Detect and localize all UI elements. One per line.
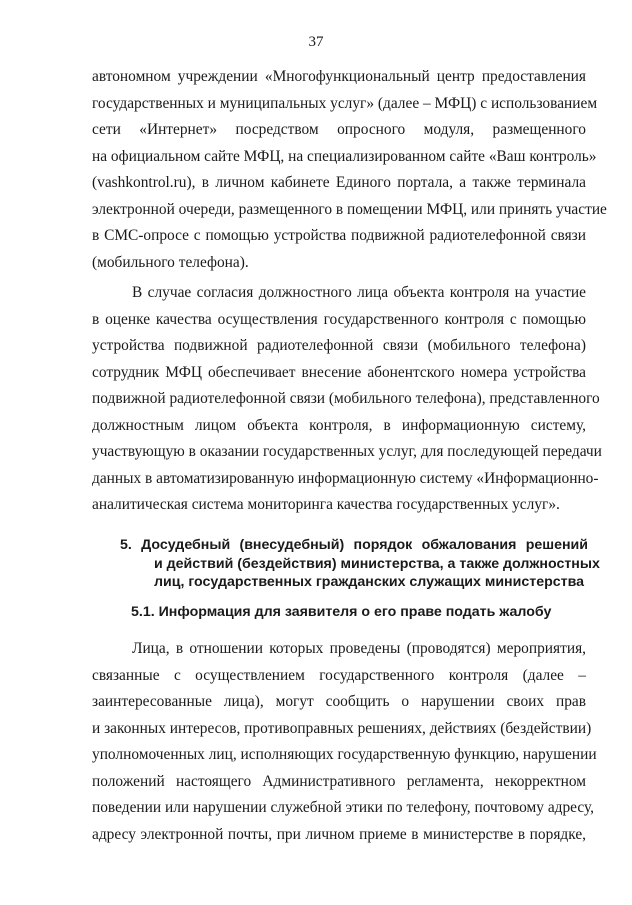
text-line: положений настоящего Административного регламента, некорректном	[92, 772, 586, 790]
text-line: в оценке качества осуществления государственного контроля с помощью	[92, 310, 586, 328]
text-line: связанные с осуществлением государственного контроля (далее –	[92, 666, 586, 684]
text-line: (vashkontrol.ru), в личном кабинете Единого портала, а также терминала	[92, 174, 586, 191]
text-line: автономном учреждении «Многофункциональный центр предоставления	[92, 68, 586, 85]
text-line: аналитическая система мониторинга качества государственных услуг».	[92, 496, 560, 513]
text-line: подвижной радиотелефонной связи (мобильного телефона), представленного	[92, 390, 600, 407]
text-line: поведении или нарушении служебной этики по телефону, почтовому адресу,	[92, 799, 595, 816]
text-line: электронной очереди, размещенного в помещении МФЦ, или принять участие	[92, 200, 607, 218]
text-line: уполномоченных лиц, исполняющих государственную функцию, нарушении	[92, 746, 597, 763]
text-line: адресу электронной почты, при личном приеме в министерстве в порядке,	[92, 825, 586, 843]
page-number: 37	[308, 34, 324, 50]
text-line: сети «Интернет» посредством опросного модуля, размещенного	[92, 121, 586, 138]
subsection-heading: 5.1. Информация для заявителя о его праве подать жалобу	[131, 604, 552, 620]
section-heading	[120, 536, 600, 592]
paragraph-mfc-assessment	[92, 64, 607, 276]
text-line: на официальном сайте МФЦ, на специализированном сайте «Ваш контроль»	[92, 147, 597, 165]
text-line: Лица, в отношении которых проведены (проводятся) мероприятия,	[132, 640, 586, 657]
text-line: сотрудник МФЦ обеспечивает внесение абонентского номера устройства	[92, 363, 586, 381]
text-line: (мобильного телефона).	[92, 253, 249, 271]
text-line: устройства подвижной радиотелефонной связи (мобильного телефона)	[92, 337, 586, 354]
text-line: в СМС-опросе с помощью устройства подвижной радиотелефонной связи	[92, 227, 586, 244]
text-line: государственных и муниципальных услуг» (далее – МФЦ) с использованием	[92, 94, 598, 112]
paragraph-sms-consent	[92, 280, 602, 519]
heading-line: 5. Досудебный (внесудебный) порядок обжалования решений	[120, 537, 588, 553]
text-line: должностным лицом объекта контроля, в информационную систему,	[92, 416, 586, 434]
text-line: участвующую в оказании государственных услуг, для последующей передачи	[92, 443, 602, 460]
paragraph-complaint-rights	[92, 636, 597, 848]
heading-line: и действий (бездействия) министерства, а также должностных	[154, 555, 600, 572]
text-line: заинтересованные лица), могут сообщить о нарушении своих прав	[92, 693, 586, 710]
text-line: и законных интересов, противоправных решениях, действиях (бездействии)	[92, 719, 592, 737]
text-line: данных в автоматизированную информационную систему «Информационно-	[92, 469, 599, 487]
text-line: В случае согласия должностного лица объекта контроля на участие	[132, 284, 586, 301]
heading-line: лиц, государственных гражданских служащих министерства	[154, 574, 585, 590]
